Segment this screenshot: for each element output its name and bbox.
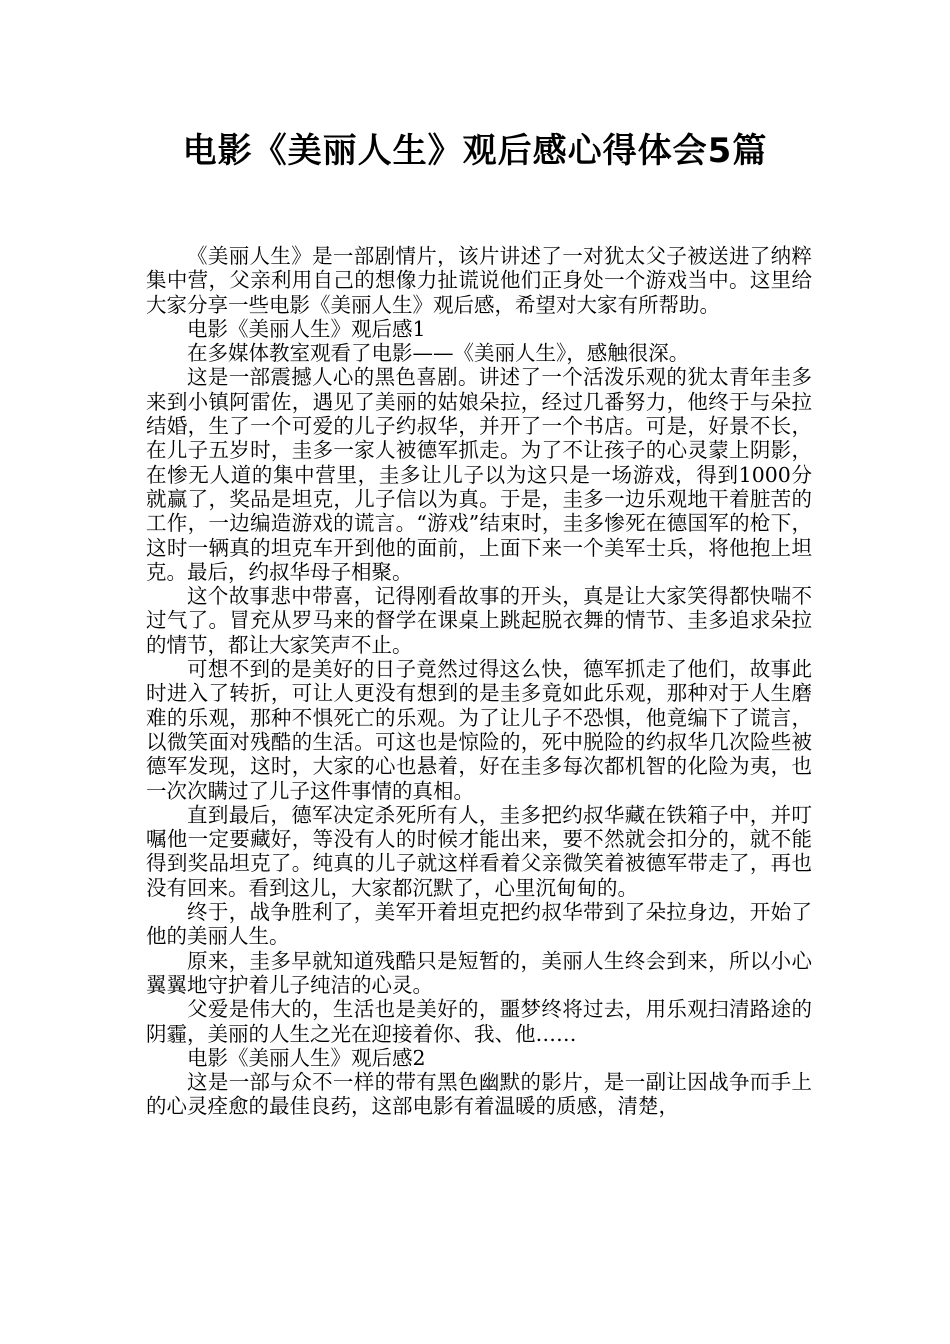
section-heading-1: 电影《美丽人生》观后感1 (187, 316, 426, 341)
body-paragraph: 终于，战争胜利了，美军开着坦克把约叔华带到了朵拉身边，开始了他的美丽人生。 (146, 900, 812, 949)
body-paragraph: 这是一部震撼人心的黑色喜剧。讲述了一个活泼乐观的犹太青年圭多来到小镇阿雷佐，遇见了美丽的姑娘朵拉，经过几番努力，他终于与朵拉结婚，生了一个可爱的儿子约叔华，并开了一个书店。可是，好景不长，在儿子五岁时，圭多一家人被德军抓走。为了不让孩子的心灵蒙上阴影，在惨无人道的集中营里，圭多让儿子以为这只是一场游戏，得到1000分就赢了，奖品是坦克，儿子信以为真。于是，圭多一边乐观地干着脏苦的工作，一边编造游戏的谎言。“游戏”结束时，圭多惨死在德国军的枪下，这时一辆真的坦克车开到他的面前，上面下来一个美军士兵，将他抱上坦克。最后，约叔华母子相聚。 (146, 365, 812, 584)
body-paragraph: 这是一部与众不一样的带有黑色幽默的影片，是一副让因战争而手上的心灵痊愈的最佳良药，这部电影有着温暖的质感，清楚， (146, 1070, 812, 1119)
document-title: 电影《美丽人生》观后感心得体会5篇 (182, 131, 768, 171)
body-paragraph: 在多媒体教室观看了电影——《美丽人生》，感触很深。 (187, 341, 690, 366)
body-paragraph: 直到最后，德军决定杀死所有人，圭多把约叔华藏在铁箱子中，并叮嘱他一定要藏好，等没有人的时候才能出来，要不然就会扣分的，就不能得到奖品坦克了。纯真的儿子就这样看着父亲微笑着被德军带走了，再也没有回来。看到这儿，大家都沉默了，心里沉甸甸的。 (146, 802, 812, 900)
intro-paragraph: 《美丽人生》是一部剧情片，该片讲述了一对犹太父子被送进了纳粹集中营，父亲利用自己的想像力扯谎说他们正身处一个游戏当中。这里给大家分享一些电影《美丽人生》观后感，希望对大家有所帮助。 (146, 244, 812, 317)
body-paragraph: 这个故事悲中带喜，记得刚看故事的开头，真是让大家笑得都快喘不过气了。冒充从罗马来的督学在课桌上跳起脱衣舞的情节、圭多追求朵拉的情节，都让大家笑声不止。 (146, 584, 812, 657)
body-paragraph: 父爱是伟大的，生活也是美好的，噩梦终将过去，用乐观扫清路途的阴霾，美丽的人生之光在迎接着你、我、他…… (146, 997, 812, 1046)
body-paragraph: 原来，圭多早就知道残酷只是短暂的，美丽人生终会到来，所以小心翼翼地守护着儿子纯洁的心灵。 (146, 948, 812, 997)
document-body (146, 244, 812, 1119)
body-paragraph: 可想不到的是美好的日子竟然过得这么快，德军抓走了他们，故事此时进入了转折，可让人更没有想到的是圭多竟如此乐观，那种对于人生磨难的乐观，那种不惧死亡的乐观。为了让儿子不恐惧，他竟编下了谎言，以微笑面对残酷的生活。可这也是惊险的，死中脱险的约叔华几次险些被德军发现，这时，大家的心也悬着，好在圭多每次都机智的化险为夷，也一次次瞒过了儿子这件事情的真相。 (146, 657, 812, 803)
section-heading-2: 电影《美丽人生》观后感2 (187, 1045, 426, 1070)
